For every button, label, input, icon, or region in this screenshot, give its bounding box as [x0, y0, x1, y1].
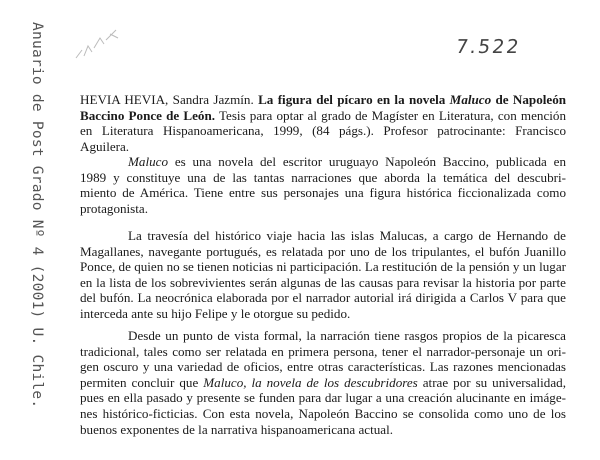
thesis-title: La figura del pícaro en la novela Maluco de Napoleón: [258, 92, 567, 107]
handwritten-scribble: [72, 26, 122, 62]
bibliographic-entry: [80, 92, 567, 154]
paragraph-1: Maluco es una novela del escritor uruguayo Napoleón Baccino, publicada en 1989 y constituye una de las tantas narraciones que aborda la temática del descubri- miento de América. Tiene entre sus personajes una figura histórica ficcionalizada como protagonista.: [80, 154, 566, 216]
thesis-title-cont: Baccino Ponce de León.: [80, 107, 216, 123]
paragraph-2: La travesía del histórico viaje hacia las islas Malucas, a cargo de Hernando de Magallanes, navegante portugués, es relatada por uno de los tripulantes, el bufón Juanillo Ponce, de quien no se tienen noticias ni participación. La restitución de la pensión y un lugar en la lista de los sobrevivientes serán algunas de las causas para revisar la historia por parte del bufón. La neocrónica elaborada por el narrador autorial irá dirigida a Carlos V para que interceda ante su hijo Felipe y le otorgue su pedido.: [80, 228, 566, 321]
margin-stamp: Anuario de Post Grado Nº 4 (2001) U. Chile.: [29, 22, 46, 409]
thesis-details: Tesis para optar al grado de Magíster en Literatura, con mención: [218, 107, 566, 123]
paragraph-3: Desde un punto de vista formal, la narración tiene rasgos propios de la picaresca tradicional, tales como ser relatada en primera persona, tener el narrador-personaje un ori- gen oscuro y una variedad de oficios, entre otras características. Las razones mencionadas permiten concluir que Maluco, la novela de los descubridores atrae por su universalidad, pues en ella pasado y presente se funden para dar lugar a una creación alucinante en imáge- nes histórico-ficticias. Con esta novela, Napoleón Baccino se consolida como uno de los buenos exponentes de la narrativa hispanoamericana actual.: [80, 328, 566, 437]
thesis-details-cont: en Literatura Hispanoamericana, 1999, (84 págs.). Profesor patrocinante: Francisco Aguilera.: [80, 123, 566, 154]
author: HEVIA HEVIA, Sandra Jazmín.: [80, 92, 254, 107]
handwritten-catalog-number: 7.522: [454, 36, 522, 58]
